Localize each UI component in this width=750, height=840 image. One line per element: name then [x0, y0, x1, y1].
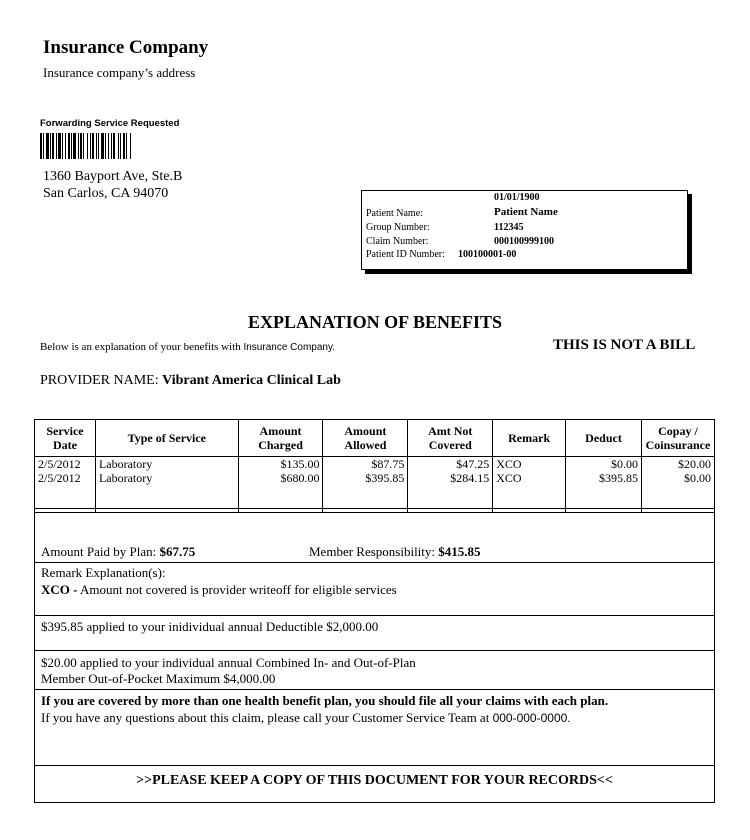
- cell-deduct: $0.00: [566, 457, 642, 472]
- group-number: 112345: [494, 222, 524, 233]
- barcode-bar: [52, 133, 54, 159]
- questions-notice: [41, 710, 571, 726]
- barcode-bar: [46, 133, 49, 159]
- barcode-bar: [87, 133, 88, 159]
- patient-name: Patient Name: [494, 206, 558, 218]
- recipient-line-2: San Carlos, CA 94070: [43, 186, 169, 201]
- amount-paid-label: Amount Paid by Plan:: [41, 544, 157, 559]
- benefits-intro-text: Below is an explanation of your benefits with: [40, 341, 241, 353]
- barcode-bar: [80, 133, 82, 159]
- barcode: [40, 133, 188, 159]
- cell-remark: XCO: [493, 457, 566, 472]
- questions-text: If you have any questions about this claim, please call your Customer Service Team at: [41, 710, 490, 725]
- deductible-section: [34, 615, 715, 651]
- barcode-bar: [62, 133, 63, 159]
- barcode-bar: [56, 133, 57, 159]
- provider-name: Vibrant America Clinical Lab: [162, 373, 341, 388]
- table-row: [35, 457, 715, 472]
- claim-number: 000100999100: [494, 236, 554, 247]
- member-responsibility-value: $415.85: [438, 544, 481, 559]
- table-header-row: [35, 420, 715, 457]
- table-row: [35, 471, 715, 485]
- cell-not-covered: $284.15: [408, 471, 493, 485]
- oop-line-1: $20.00 applied to your individual annual Combined In- and Out-of-Plan: [41, 655, 416, 670]
- col-remark: Remark: [493, 420, 566, 457]
- barcode-bar: [73, 133, 76, 159]
- document-title: EXPLANATION OF BENEFITS: [247, 312, 503, 332]
- cell-type: Laboratory: [95, 471, 238, 485]
- keep-copy-notice: >>PLEASE KEEP A COPY OF THIS DOCUMENT FOR YOUR RECORDS<<: [136, 773, 613, 788]
- barcode-bar: [123, 133, 125, 159]
- company-address: Insurance company’s address: [43, 65, 196, 80]
- barcode-bar: [68, 133, 70, 159]
- barcode-bar: [58, 133, 61, 159]
- barcode-bar: [130, 133, 131, 159]
- patient-id: 100100001-00: [458, 249, 517, 260]
- cell-date: 2/5/2012: [35, 457, 96, 472]
- cell-deduct: $395.85: [566, 471, 642, 485]
- benefits-intro: [40, 341, 335, 353]
- oop-line-2: Member Out-of-Pocket Maximum $4,000.00: [41, 671, 276, 686]
- patient-id-label: Patient ID Number:: [366, 249, 445, 260]
- col-service-date: Service Date: [35, 420, 96, 457]
- footer-section: [34, 765, 715, 803]
- member-responsibility: [309, 544, 481, 560]
- cell-charged: $680.00: [238, 471, 323, 485]
- barcode-bar: [50, 133, 51, 159]
- col-deduct: Deduct: [566, 420, 642, 457]
- payment-summary: [34, 508, 715, 563]
- remark-explanations: [34, 562, 715, 616]
- forwarding-notice: Forwarding Service Requested: [40, 118, 180, 129]
- patient-name-label: Patient Name:: [366, 208, 423, 219]
- col-amount-charged: Amount Charged: [238, 420, 323, 457]
- multiple-plans-notice: If you are covered by more than one health benefit plan, you should file all your claims with each plan.: [41, 693, 609, 708]
- barcode-bar: [108, 133, 109, 159]
- col-type-of-service: Type of Service: [95, 420, 238, 457]
- barcode-bar: [126, 133, 127, 159]
- barcode-bar: [118, 133, 119, 159]
- out-of-pocket-section: [34, 650, 715, 690]
- barcode-bar: [65, 133, 66, 159]
- claim-number-label: Claim Number:: [366, 236, 429, 247]
- provider: [40, 373, 341, 389]
- col-amount-allowed: Amount Allowed: [323, 420, 408, 457]
- cell-allowed: $395.85: [323, 471, 408, 485]
- barcode-bar: [92, 133, 94, 159]
- barcode-bar: [120, 133, 121, 159]
- claims-table: [34, 419, 715, 513]
- cell-remark: XCO: [493, 471, 566, 485]
- recipient-address: [43, 168, 182, 202]
- barcode-bar: [90, 133, 91, 159]
- remark-title: Remark Explanation(s):: [41, 565, 166, 580]
- barcode-bar: [98, 133, 99, 159]
- patient-info-box: [361, 190, 688, 270]
- col-amt-not-covered: Amt Not Covered: [408, 420, 493, 457]
- member-responsibility-label: Member Responsibility:: [309, 544, 436, 559]
- recipient-line-1: 1360 Bayport Ave, Ste.B: [43, 169, 183, 184]
- barcode-bar: [111, 133, 112, 159]
- group-number-label: Group Number:: [366, 222, 430, 233]
- customer-service-phone: 000-000-0000.: [492, 711, 571, 725]
- barcode-bar: [83, 133, 84, 159]
- remark-text: Amount not covered is provider writeoff for eligible services: [80, 582, 397, 597]
- not-a-bill-notice: THIS IS NOT A BILL: [553, 337, 696, 353]
- barcode-bar: [113, 133, 115, 159]
- barcode-bar: [40, 133, 42, 159]
- cell-charged: $135.00: [238, 457, 323, 472]
- cell-type: Laboratory: [95, 457, 238, 472]
- deductible-text: $395.85 applied to your inidividual annual Deductible $2,000.00: [41, 619, 379, 634]
- notice-section: [34, 689, 715, 766]
- barcode-bar: [101, 133, 104, 159]
- statement-date: 01/01/1900: [494, 192, 540, 203]
- barcode-bar: [78, 133, 79, 159]
- barcode-bar: [71, 133, 72, 159]
- company-name: Insurance Company: [43, 37, 209, 58]
- amount-paid: [41, 544, 195, 560]
- barcode-bar: [43, 133, 44, 159]
- col-copay: Copay / Coinsurance: [641, 420, 714, 457]
- remark-code: XCO -: [41, 582, 78, 597]
- cell-copay: $20.00: [641, 457, 714, 472]
- benefits-intro-company: Insurance Company.: [243, 342, 335, 353]
- cell-allowed: $87.75: [323, 457, 408, 472]
- provider-label: PROVIDER NAME:: [40, 373, 159, 388]
- cell-not-covered: $47.25: [408, 457, 493, 472]
- amount-paid-value: $67.75: [159, 544, 196, 559]
- barcode-bar: [105, 133, 106, 159]
- barcode-bar: [96, 133, 97, 159]
- remark-entry: [41, 582, 397, 598]
- cell-date: 2/5/2012: [35, 471, 96, 485]
- cell-copay: $0.00: [641, 471, 714, 485]
